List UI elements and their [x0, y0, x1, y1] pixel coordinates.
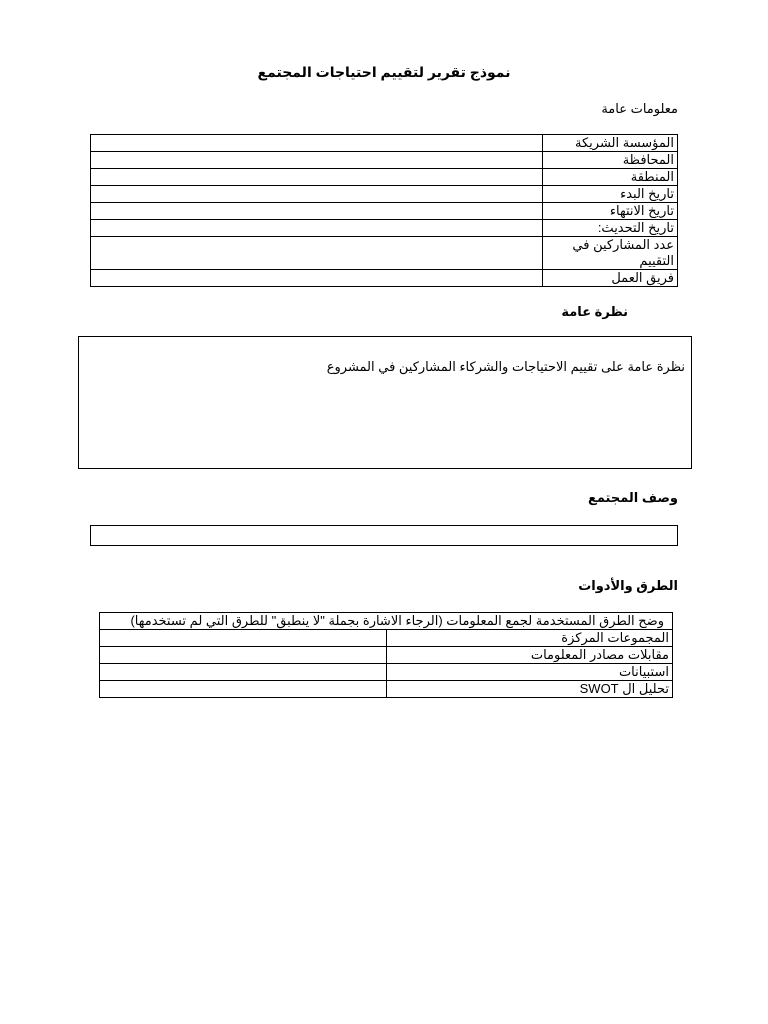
table-row — [91, 135, 678, 152]
partner-org-label: المؤسسة الشريكة — [543, 135, 678, 152]
start-date-value[interactable] — [91, 186, 543, 203]
participants-count-value[interactable] — [91, 237, 543, 270]
community-heading: وصف المجتمع — [587, 490, 678, 505]
area-label: المنطقة — [543, 169, 678, 186]
general-info-table — [90, 134, 678, 287]
overview-heading: نظرة عامة — [561, 304, 628, 319]
surveys-value[interactable] — [100, 664, 387, 681]
governorate-value[interactable] — [91, 152, 543, 169]
table-row — [100, 630, 673, 647]
table-row — [100, 664, 673, 681]
partner-org-value[interactable] — [91, 135, 543, 152]
table-row — [91, 220, 678, 237]
area-value[interactable] — [91, 169, 543, 186]
start-date-label: تاريخ البدء — [543, 186, 678, 203]
governorate-label: المحافظة — [543, 152, 678, 169]
table-row — [91, 169, 678, 186]
team-label: فريق العمل — [543, 270, 678, 287]
table-row — [91, 152, 678, 169]
surveys-label: استبيانات — [386, 664, 673, 681]
table-row — [91, 270, 678, 287]
end-date-value[interactable] — [91, 203, 543, 220]
table-row — [91, 203, 678, 220]
update-date-value[interactable] — [91, 220, 543, 237]
methods-instruction: وضح الطرق المستخدمة لجمع المعلومات (الرجاء الاشارة بجملة "لا ينطبق" للطرق التي لم تستخدمها) — [100, 613, 673, 630]
swot-value[interactable] — [100, 681, 387, 698]
general-info-heading: معلومات عامة — [601, 101, 678, 116]
table-row — [91, 237, 678, 270]
methods-table — [99, 612, 673, 698]
table-row — [100, 681, 673, 698]
focus-groups-value[interactable] — [100, 630, 387, 647]
overview-box[interactable] — [78, 336, 692, 469]
swot-label: تحليل ال SWOT — [386, 681, 673, 698]
end-date-label: تاريخ الانتهاء — [543, 203, 678, 220]
community-description-field[interactable] — [90, 525, 678, 546]
table-row — [100, 613, 673, 630]
key-informant-value[interactable] — [100, 647, 387, 664]
team-value[interactable] — [91, 270, 543, 287]
overview-text: نظرة عامة على تقييم الاحتياجات والشركاء المشاركين في المشروع — [326, 359, 685, 374]
key-informant-label: مقابلات مصادر المعلومات — [386, 647, 673, 664]
focus-groups-label: المجموعات المركزة — [386, 630, 673, 647]
table-row — [91, 186, 678, 203]
table-row — [100, 647, 673, 664]
update-date-label: تاريخ التحديث: — [543, 220, 678, 237]
participants-count-label: عدد المشاركين في التقييم — [543, 237, 678, 270]
document-title: نموذج تقرير لتقييم احتياجات المجتمع — [257, 64, 511, 80]
methods-heading: الطرق والأدوات — [578, 578, 678, 593]
